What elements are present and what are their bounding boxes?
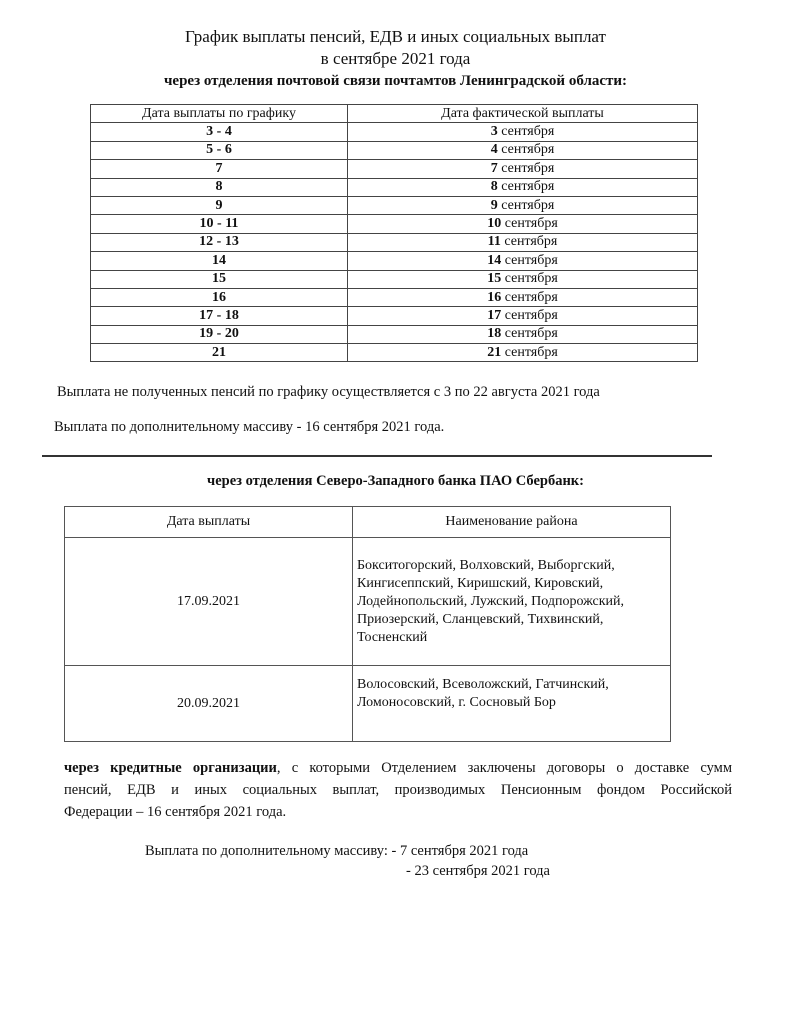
scheduled-date: 3 - 4 — [91, 123, 348, 141]
scheduled-date: 7 — [91, 160, 348, 178]
actual-month: сентября — [501, 289, 558, 305]
actual-date — [348, 307, 698, 325]
actual-date — [348, 141, 698, 159]
actual-date — [348, 160, 698, 178]
actual-month: сентября — [501, 271, 558, 287]
table-row — [91, 270, 698, 288]
district-line: Лодейнопольский, Лужский, Подпорожский, — [357, 593, 625, 609]
actual-day: 17 — [487, 307, 502, 323]
table-row — [91, 178, 698, 196]
actual-month: сентября — [497, 124, 555, 140]
section-heading-post: через отделения почтовой связи почтамтов Ленинградской области: — [163, 73, 628, 89]
note-unreceived-pensions: Выплата не полученных пенсий по графику осуществляется с 3 по 22 августа 2021 года — [57, 384, 600, 400]
actual-day: 14 — [487, 252, 502, 268]
actual-day: 9 — [490, 197, 498, 213]
actual-date — [348, 215, 698, 233]
actual-day: 4 — [490, 142, 498, 158]
credit-additional-payment: Выплата по дополнительному массиву: - 7 сентября 2021 года — [145, 843, 529, 859]
district-line: Кингисеппский, Киришский, Кировский, — [357, 575, 604, 591]
district-line: Тосненский — [357, 629, 428, 645]
actual-date — [348, 270, 698, 288]
actual-day: 3 — [490, 124, 498, 140]
district-list — [353, 666, 671, 742]
actual-date — [348, 288, 698, 306]
scheduled-date: 10 - 11 — [91, 215, 348, 233]
table-row — [91, 123, 698, 141]
table-row — [91, 160, 698, 178]
actual-day: 11 — [487, 234, 501, 250]
actual-month: сентября — [501, 216, 558, 232]
table-row — [91, 141, 698, 159]
post-schedule-table — [90, 104, 698, 362]
credit-bold-lead: через кредитные организации — [64, 760, 277, 776]
actual-day: 21 — [487, 344, 502, 360]
actual-date — [348, 325, 698, 343]
table-row — [91, 252, 698, 270]
scheduled-date: 14 — [91, 252, 348, 270]
district-list — [353, 538, 671, 666]
bank-schedule-table — [64, 506, 671, 742]
table-row — [91, 233, 698, 251]
column-header-district: Наименование района — [353, 507, 671, 538]
actual-date — [348, 196, 698, 214]
actual-day: 16 — [487, 289, 502, 305]
actual-month: сентября — [497, 179, 555, 195]
actual-month: сентября — [501, 344, 558, 360]
payment-date: 17.09.2021 — [65, 538, 353, 666]
table-row — [91, 215, 698, 233]
scheduled-date: 19 - 20 — [91, 325, 348, 343]
actual-month: сентября — [500, 234, 558, 250]
scheduled-date: 5 - 6 — [91, 141, 348, 159]
scheduled-date: 17 - 18 — [91, 307, 348, 325]
district-line: Приозерский, Сланцевский, Тихвинский, — [357, 611, 604, 627]
district-line: Ломоносовский, г. Сосновый Бор — [357, 695, 556, 710]
actual-day: 15 — [487, 271, 502, 287]
actual-date — [348, 178, 698, 196]
actual-day: 18 — [487, 326, 502, 342]
note-additional-payment: Выплата по дополнительному массиву - 16 сентября 2021 года. — [54, 419, 445, 435]
table-row — [91, 307, 698, 325]
scheduled-date: 8 — [91, 178, 348, 196]
credit-organizations-paragraph — [64, 759, 732, 821]
section-heading-bank: через отделения Северо-Западного банка ПАО Сбербанк: — [207, 473, 584, 489]
actual-date — [348, 344, 698, 362]
section-divider — [42, 455, 712, 457]
actual-day: 7 — [490, 160, 498, 176]
actual-date — [348, 123, 698, 141]
scheduled-date: 15 — [91, 270, 348, 288]
table-row — [91, 325, 698, 343]
credit-additional-payment-second: - 23 сентября 2021 года — [406, 863, 550, 879]
document-title-line2: в сентябре 2021 года — [320, 49, 471, 68]
table-row — [65, 538, 671, 666]
credit-text-line3: Федерации – 16 сентября 2021 года. — [64, 804, 287, 820]
table-row — [91, 288, 698, 306]
table-header-row — [65, 507, 671, 538]
scheduled-date: 9 — [91, 196, 348, 214]
column-header-date: Дата выплаты — [65, 507, 353, 538]
actual-month: сентября — [501, 326, 558, 342]
district-line: Бокситогорский, Волховский, Выборгский, — [357, 557, 615, 573]
actual-day: 8 — [490, 179, 498, 195]
district-line: Волосовский, Всеволожский, Гатчинский, — [357, 677, 609, 692]
payment-date: 20.09.2021 — [65, 666, 353, 742]
actual-month: сентября — [497, 142, 555, 158]
scheduled-date: 16 — [91, 288, 348, 306]
table-header-row — [91, 105, 698, 123]
actual-date — [348, 252, 698, 270]
credit-text-line1: , с которыми Отделением заключены договоры о доставке сумм — [276, 760, 732, 776]
actual-month: сентября — [497, 197, 555, 213]
actual-date — [348, 233, 698, 251]
column-header-actual: Дата фактической выплаты — [348, 105, 698, 123]
column-header-scheduled: Дата выплаты по графику — [91, 105, 348, 123]
actual-month: сентября — [497, 160, 555, 176]
scheduled-date: 21 — [91, 344, 348, 362]
credit-text-line2: пенсий, ЕДВ и иных социальных выплат, производимых Пенсионным фондом Российской — [64, 782, 732, 798]
table-row — [91, 344, 698, 362]
scheduled-date: 12 - 13 — [91, 233, 348, 251]
actual-month: сентября — [501, 252, 558, 268]
actual-month: сентября — [501, 307, 558, 323]
table-row — [91, 196, 698, 214]
table-row — [65, 666, 671, 742]
actual-day: 10 — [487, 216, 502, 232]
document-title-line1: График выплаты пенсий, ЕДВ и иных социальных выплат — [185, 27, 606, 46]
